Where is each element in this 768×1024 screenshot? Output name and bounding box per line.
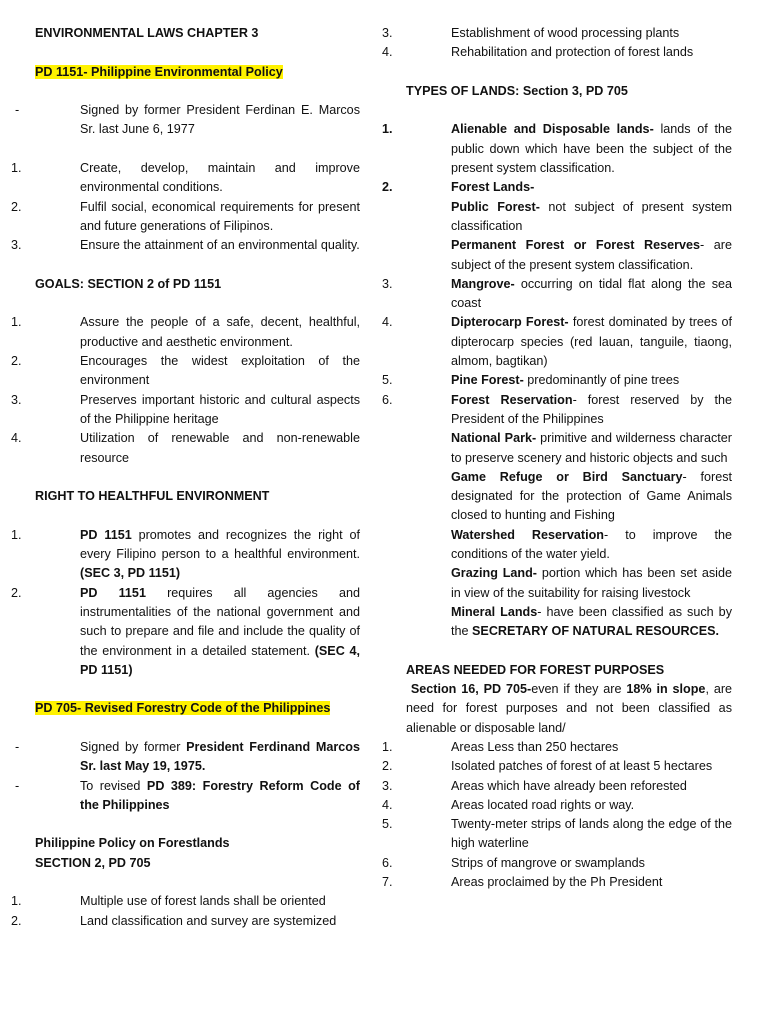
left-column <box>11 24 360 931</box>
list-item: 4. Areas located road rights or way. <box>382 797 635 812</box>
types-heading: TYPES OF LANDS: Section 3, PD 705 <box>406 83 628 98</box>
land-subtype: Public Forest- not subject of present system classification <box>451 199 732 233</box>
list-item: 3. Establishment of wood processing plants <box>382 26 680 40</box>
goals-heading: GOALS: SECTION 2 of PD 1151 <box>35 276 222 291</box>
pd705-revise-item: - To revised PD 389: Forestry Reform Code of the Philippines <box>15 778 360 812</box>
land-type-item: 6. Forest Reservation- forest reserved by the President of the Philippines <box>382 392 732 426</box>
list-item: 1. Assure the people of a safe, decent, healthful, productive and aesthetic environment. <box>11 315 360 349</box>
list-item: 2. PD 1151 requires all agencies and instrumentalities of the national government and such to prepare and file and include the quality of the environment in a detailed statement. (SEC 4, PD 1151) <box>11 585 360 677</box>
land-subtype: Game Refuge or Bird Sanctuary- forest designated for the protection of Game Animals closed to hunting and Fishing <box>451 469 732 523</box>
list-item: 2. Fulfil social, economical requirements for present and future generations of Filipinos. <box>11 199 360 233</box>
list-item: 2. Isolated patches of forest of at least 5 hectares <box>382 759 713 774</box>
right-heading: RIGHT TO HEALTHFUL ENVIRONMENT <box>35 489 270 504</box>
list-item: 4. Rehabilitation and protection of forest lands <box>382 45 694 60</box>
land-subtype: Permanent Forest or Forest Reserves- are subject of the present system classification. <box>451 238 732 272</box>
list-item: 2. Land classification and survey are systemized <box>11 913 337 928</box>
document-title: ENVIRONMENTAL LAWS CHAPTER 3 <box>35 26 259 40</box>
forest-policy-heading: Philippine Policy on Forestlands <box>35 836 230 851</box>
land-subtype: Watershed Reservation- to improve the conditions of the water yield. <box>451 527 732 562</box>
land-type-item: 3. Mangrove- occurring on tidal flat along the sea coast <box>382 276 732 311</box>
forest-policy-section: SECTION 2, PD 705 <box>35 855 151 870</box>
list-item: 1. Areas Less than 250 hectares <box>382 739 619 754</box>
list-item: 7. Areas proclaimed by the Ph President <box>382 875 663 890</box>
land-subtype: Mineral Lands- have been classified as such by the SECRETARY OF NATURAL RESOURCES. <box>451 604 732 639</box>
land-type-item: 1. Alienable and Disposable lands- lands of the public down which have been the subject of the present system classification. <box>382 122 732 176</box>
list-item: 3. Preserves important historic and cultural aspects of the Philippine heritage <box>11 392 360 426</box>
pd705-heading: PD 705- Revised Forestry Code of the Philippines <box>35 701 331 716</box>
list-item: 6. Strips of mangrove or swamplands <box>382 855 645 870</box>
list-item: 3. Ensure the attainment of an environmental quality. <box>11 238 360 253</box>
areas-heading: AREAS NEEDED FOR FOREST PURPOSES <box>406 662 665 677</box>
pd705-signed-item: - Signed by former President Ferdinand Marcos Sr. last May 19, 1975. <box>15 739 360 774</box>
list-item: 4. Utilization of renewable and non-renewable resource <box>11 431 360 465</box>
pd1151-signed-item: - Signed by former President Ferdinan E. Marcos Sr. last June 6, 1977 <box>15 103 360 137</box>
pd1151-heading: PD 1151- Philippine Environmental Policy <box>35 64 283 79</box>
list-item: 3. Areas which have already been reforested <box>382 778 687 793</box>
land-subtype: Grazing Land- portion which has been set aside in view of the suitability for raising livestock <box>451 566 732 600</box>
list-item: 1. Multiple use of forest lands shall be oriented <box>11 894 326 909</box>
areas-intro: Section 16, PD 705-even if they are 18% in slope, are need for forest purposes and not been classified as alienable or disposable land/ <box>406 682 733 735</box>
land-subtype: National Park- primitive and wilderness character to preserve scenery and historic objects and such <box>451 431 732 465</box>
land-type-item: 4. Dipterocarp Forest- forest dominated by trees of dipterocarp species (red lauan, tanguile, tiaong, almom, bagtikan) <box>382 315 732 369</box>
land-type-item: 5. Pine Forest- predominantly of pine trees <box>382 373 680 388</box>
right-column <box>382 24 733 892</box>
list-item: 1. Create, develop, maintain and improve environmental conditions. <box>11 161 360 195</box>
land-type-item: 2. Forest Lands- <box>382 180 535 195</box>
list-item: 2. Encourages the widest exploitation of the environment <box>11 354 360 388</box>
list-item: 5. Twenty-meter strips of lands along the edge of the high waterline <box>382 817 732 851</box>
list-item: 1. PD 1151 promotes and recognizes the right of every Filipino person to a healthful environment. (SEC 3, PD 1151) <box>11 527 360 581</box>
